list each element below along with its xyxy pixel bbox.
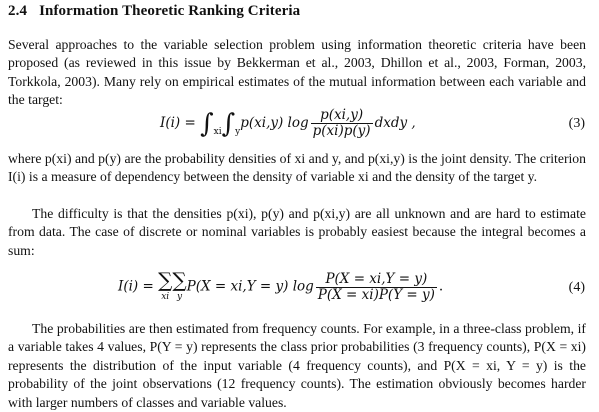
eq3-tail: dxdy , — [374, 115, 416, 131]
paragraph-probabilities: The probabilities are then estimated from frequency counts. For example, in a three-class problem, if a variable takes 4 values, P(Y = y) represents the class prior probabilities (3 frequency counts), P(X = xi) represents the distribution of the input variable (4 frequency counts), and P(X = xi, Y = y) is the probability of the joint observations (12 frequency counts). The estimation obviously becomes harder with larger numbers of classes and variable values. — [8, 321, 586, 410]
paragraph-intro: Several approaches to the variable selection problem using information theoretic criteria have been proposed (as reviewed in this issue by Bekkerman et al., 2003, Dhillon et al., 2003, Forman, 2003, Torkkola, 2003). Many rely on empirical estimates of the mutual information between each variable and the target: — [8, 37, 586, 108]
section-number: 2.4 — [8, 3, 28, 19]
eq4-tail: . — [438, 278, 444, 295]
integral-sign-2: ∫ — [221, 108, 236, 139]
integral-sign-1: ∫ — [200, 108, 214, 139]
equation-3 — [0, 106, 599, 146]
sum-sign-2: ∑ — [172, 268, 187, 292]
section-heading — [8, 3, 300, 20]
equation-3-body — [160, 108, 416, 139]
eq4-numerator: P(X = xi,Y = y) — [316, 272, 437, 288]
eq4-sub-y: y — [176, 292, 183, 302]
eq3-sub-xi: xi — [213, 127, 222, 137]
eq4-integrand: P(X = xi,Y = y) log — [186, 278, 314, 295]
section-title: Information Theoretic Ranking Criteria — [39, 3, 301, 19]
eq3-denominator: p(xi)p(y) — [312, 123, 371, 139]
eq3-lhs: I(i) = — [160, 115, 201, 131]
equation-3-label: (3) — [568, 116, 585, 131]
summation-y — [172, 270, 186, 304]
equation-4-label: (4) — [568, 280, 585, 295]
paragraph-difficulty: The difficulty is that the densities p(xi), p(y) and p(xi,y) are all unknown and are hard to estimate from data. The case of discrete or nominal variables is probably easiest because the integral becomes a sum: — [8, 206, 586, 258]
eq3-fraction — [311, 108, 373, 139]
eq3-sub-y: y — [235, 127, 241, 137]
sum-sign-1: ∑ — [158, 268, 173, 292]
eq4-denominator: P(X = xi)P(Y = y) — [317, 286, 435, 303]
equation-4-body — [118, 270, 443, 304]
eq3-numerator: p(xi,y) — [311, 108, 373, 124]
summation-xi — [158, 270, 172, 304]
eq3-integrand: p(xi,y) log — [240, 115, 309, 131]
eq4-sub-xi: xi — [161, 292, 170, 302]
equation-4 — [0, 268, 599, 312]
paragraph-where: where p(xi) and p(y) are the probability densities of xi and y, and p(xi,y) is the joint density. The criterion I(i) is a measure of dependency between the density of variable xi and the density of the target y. — [8, 151, 586, 185]
eq4-lhs: I(i) = — [118, 278, 159, 295]
eq4-fraction — [316, 272, 437, 303]
